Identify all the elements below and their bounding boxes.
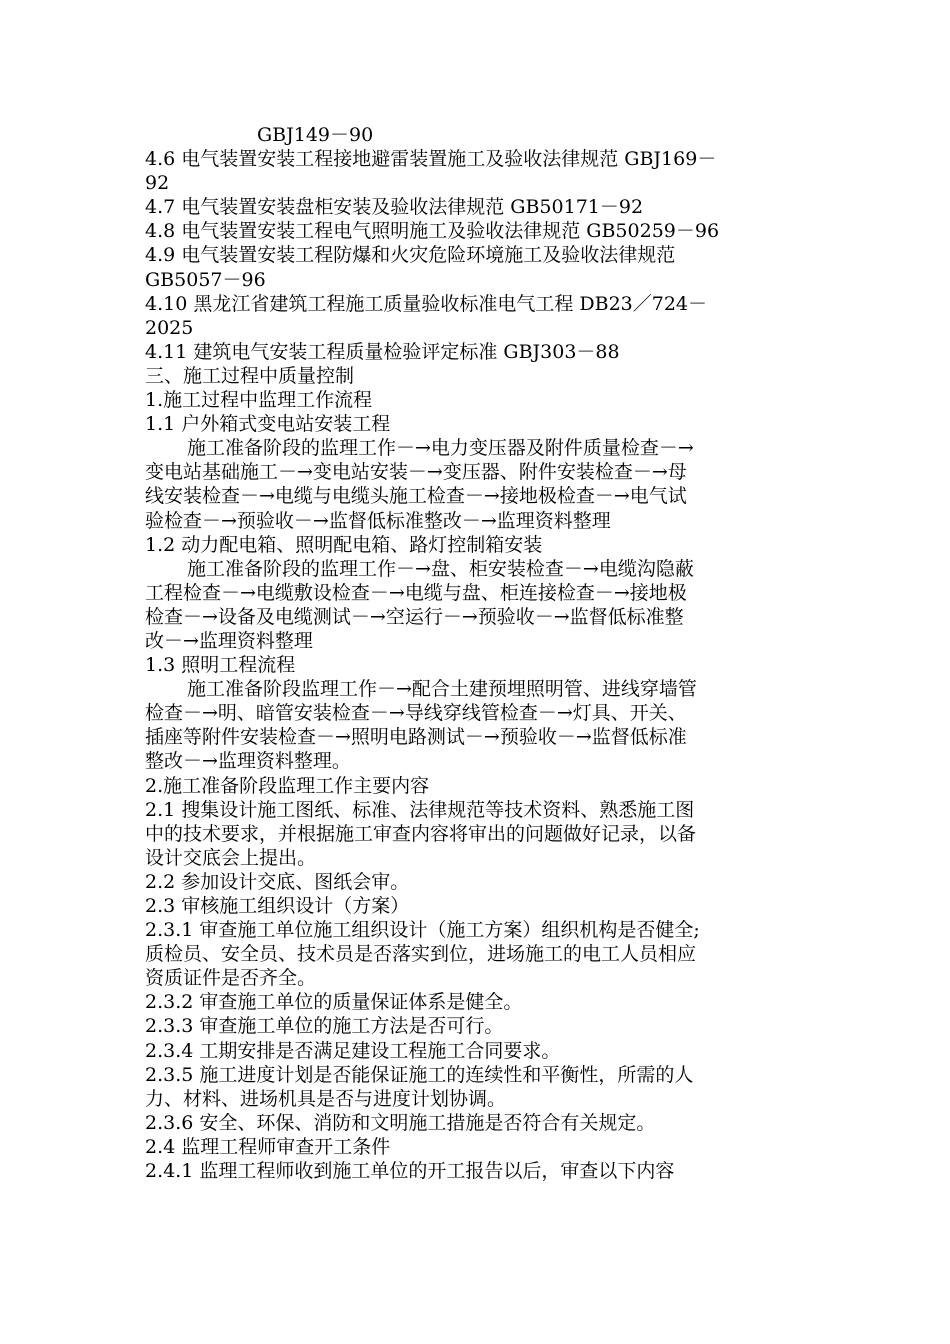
text-line: 设计交底会上提出。 [145, 846, 317, 869]
text-line: 4.10 黑龙江省建筑工程施工质量验收标准电气工程 DB23／724－ [145, 292, 708, 315]
text-line: 2.3.5 施工进度计划是否能保证施工的连续性和平衡性，所需的人 [145, 1063, 694, 1086]
text-line: 4.8 电气装置安装工程电气照明施工及验收法律规范 GB50259－96 [145, 220, 720, 243]
text-line: 1.2 动力配电箱、照明配电箱、路灯控制箱安装 [145, 533, 543, 556]
text-line: 线安装检查－→电缆与电缆头施工检查－→接地极检查－→电气试 [145, 485, 687, 508]
text-line: 2.3.2 审查施工单位的质量保证体系是健全。 [145, 991, 523, 1014]
text-line: 2.1 搜集设计施工图纸、标准、法律规范等技术资料、熟悉施工图 [145, 798, 695, 821]
text-line: 验检查－→预验收－→监督低标准整改－→监理资料整理 [145, 509, 611, 532]
text-line: GB5057－96 [145, 268, 266, 291]
text-line: GBJ149－90 [257, 124, 374, 146]
text-line: 检查－→明、暗管安装检查－→导线穿线管检查－→灯具、开关、 [145, 702, 687, 725]
text-line: 力、材料、进场机具是否与进度计划协调。 [145, 1087, 507, 1110]
text-line: 中的技术要求，并根据施工审查内容将审出的问题做好记录，以备 [145, 822, 697, 845]
text-line: 4.6 电气装置安装工程接地避雷装置施工及验收法律规范 GBJ169－ [145, 148, 717, 171]
text-line: 施工准备阶段的监理工作－→电力变压器及附件质量检查－→ [187, 437, 694, 460]
document-body [145, 123, 813, 1183]
text-line: 92 [145, 172, 170, 195]
text-line: 4.9 电气装置安装工程防爆和火灾危险环境施工及验收法律规范 [145, 244, 676, 267]
text-line: 4.7 电气装置安装盘柜安装及验收法律规范 GB50171－92 [145, 196, 644, 219]
text-line: 2.3.4 工期安排是否满足建设工程施工合同要求。 [145, 1039, 561, 1062]
text-line: 2.3.3 审查施工单位的施工方法是否可行。 [145, 1015, 504, 1038]
text-line: 三、施工过程中质量控制 [145, 364, 355, 387]
text-line: 2.4 监理工程师审查开工条件 [145, 1135, 391, 1158]
text-line: 2.3 审核施工组织设计（方案） [145, 895, 410, 917]
text-line: 4.11 建筑电气安装工程质量检验评定标准 GBJ303－88 [145, 340, 620, 363]
text-line: 1.1 户外箱式变电站安装工程 [145, 413, 391, 436]
text-line: 资质证件是否齐全。 [145, 967, 317, 990]
text-line: 2.3.6 安全、环保、消防和文明施工措施是否符合有关规定。 [145, 1111, 656, 1134]
text-line: 2025 [145, 316, 194, 339]
text-line: 检查－→设备及电缆测试－→空运行－→预验收－→监督低标准整 [145, 605, 684, 628]
text-line: 整改－→监理资料整理。 [145, 750, 351, 773]
text-line: 改－→监理资料整理 [145, 629, 313, 652]
text-line: 2.3.1 审查施工单位施工组织设计（施工方案）组织机构是否健全; [145, 919, 700, 942]
text-line: 1.3 照明工程流程 [145, 654, 296, 677]
text-line: 质检员、安全员、技术员是否落实到位，进场施工的电工人员相应 [145, 943, 697, 966]
text-line: 2.施工准备阶段监理工作主要内容 [145, 774, 430, 797]
text-line: 施工准备阶段监理工作－→配合土建预埋照明管、进线穿墙管 [187, 678, 697, 701]
text-line: 插座等附件安装检查－→照明电路测试－→预验收－→监督低标准 [145, 726, 687, 749]
text-line: 2.2 参加设计交底、图纸会审。 [145, 870, 410, 893]
text-line: 工程检查－→电缆敷设检查－→电缆与盘、柜连接检查－→接地极 [145, 581, 687, 604]
text-line: 2.4.1 监理工程师收到施工单位的开工报告以后，审查以下内容 [145, 1160, 675, 1183]
text-line: 1.施工过程中监理工作流程 [145, 389, 373, 412]
text-line: 变电站基础施工－→变电站安装－→变压器、附件安装检查－→母 [145, 461, 687, 484]
text-line: 施工准备阶段的监理工作－→盘、柜安装检查－→电缆沟隐蔽 [187, 557, 694, 580]
